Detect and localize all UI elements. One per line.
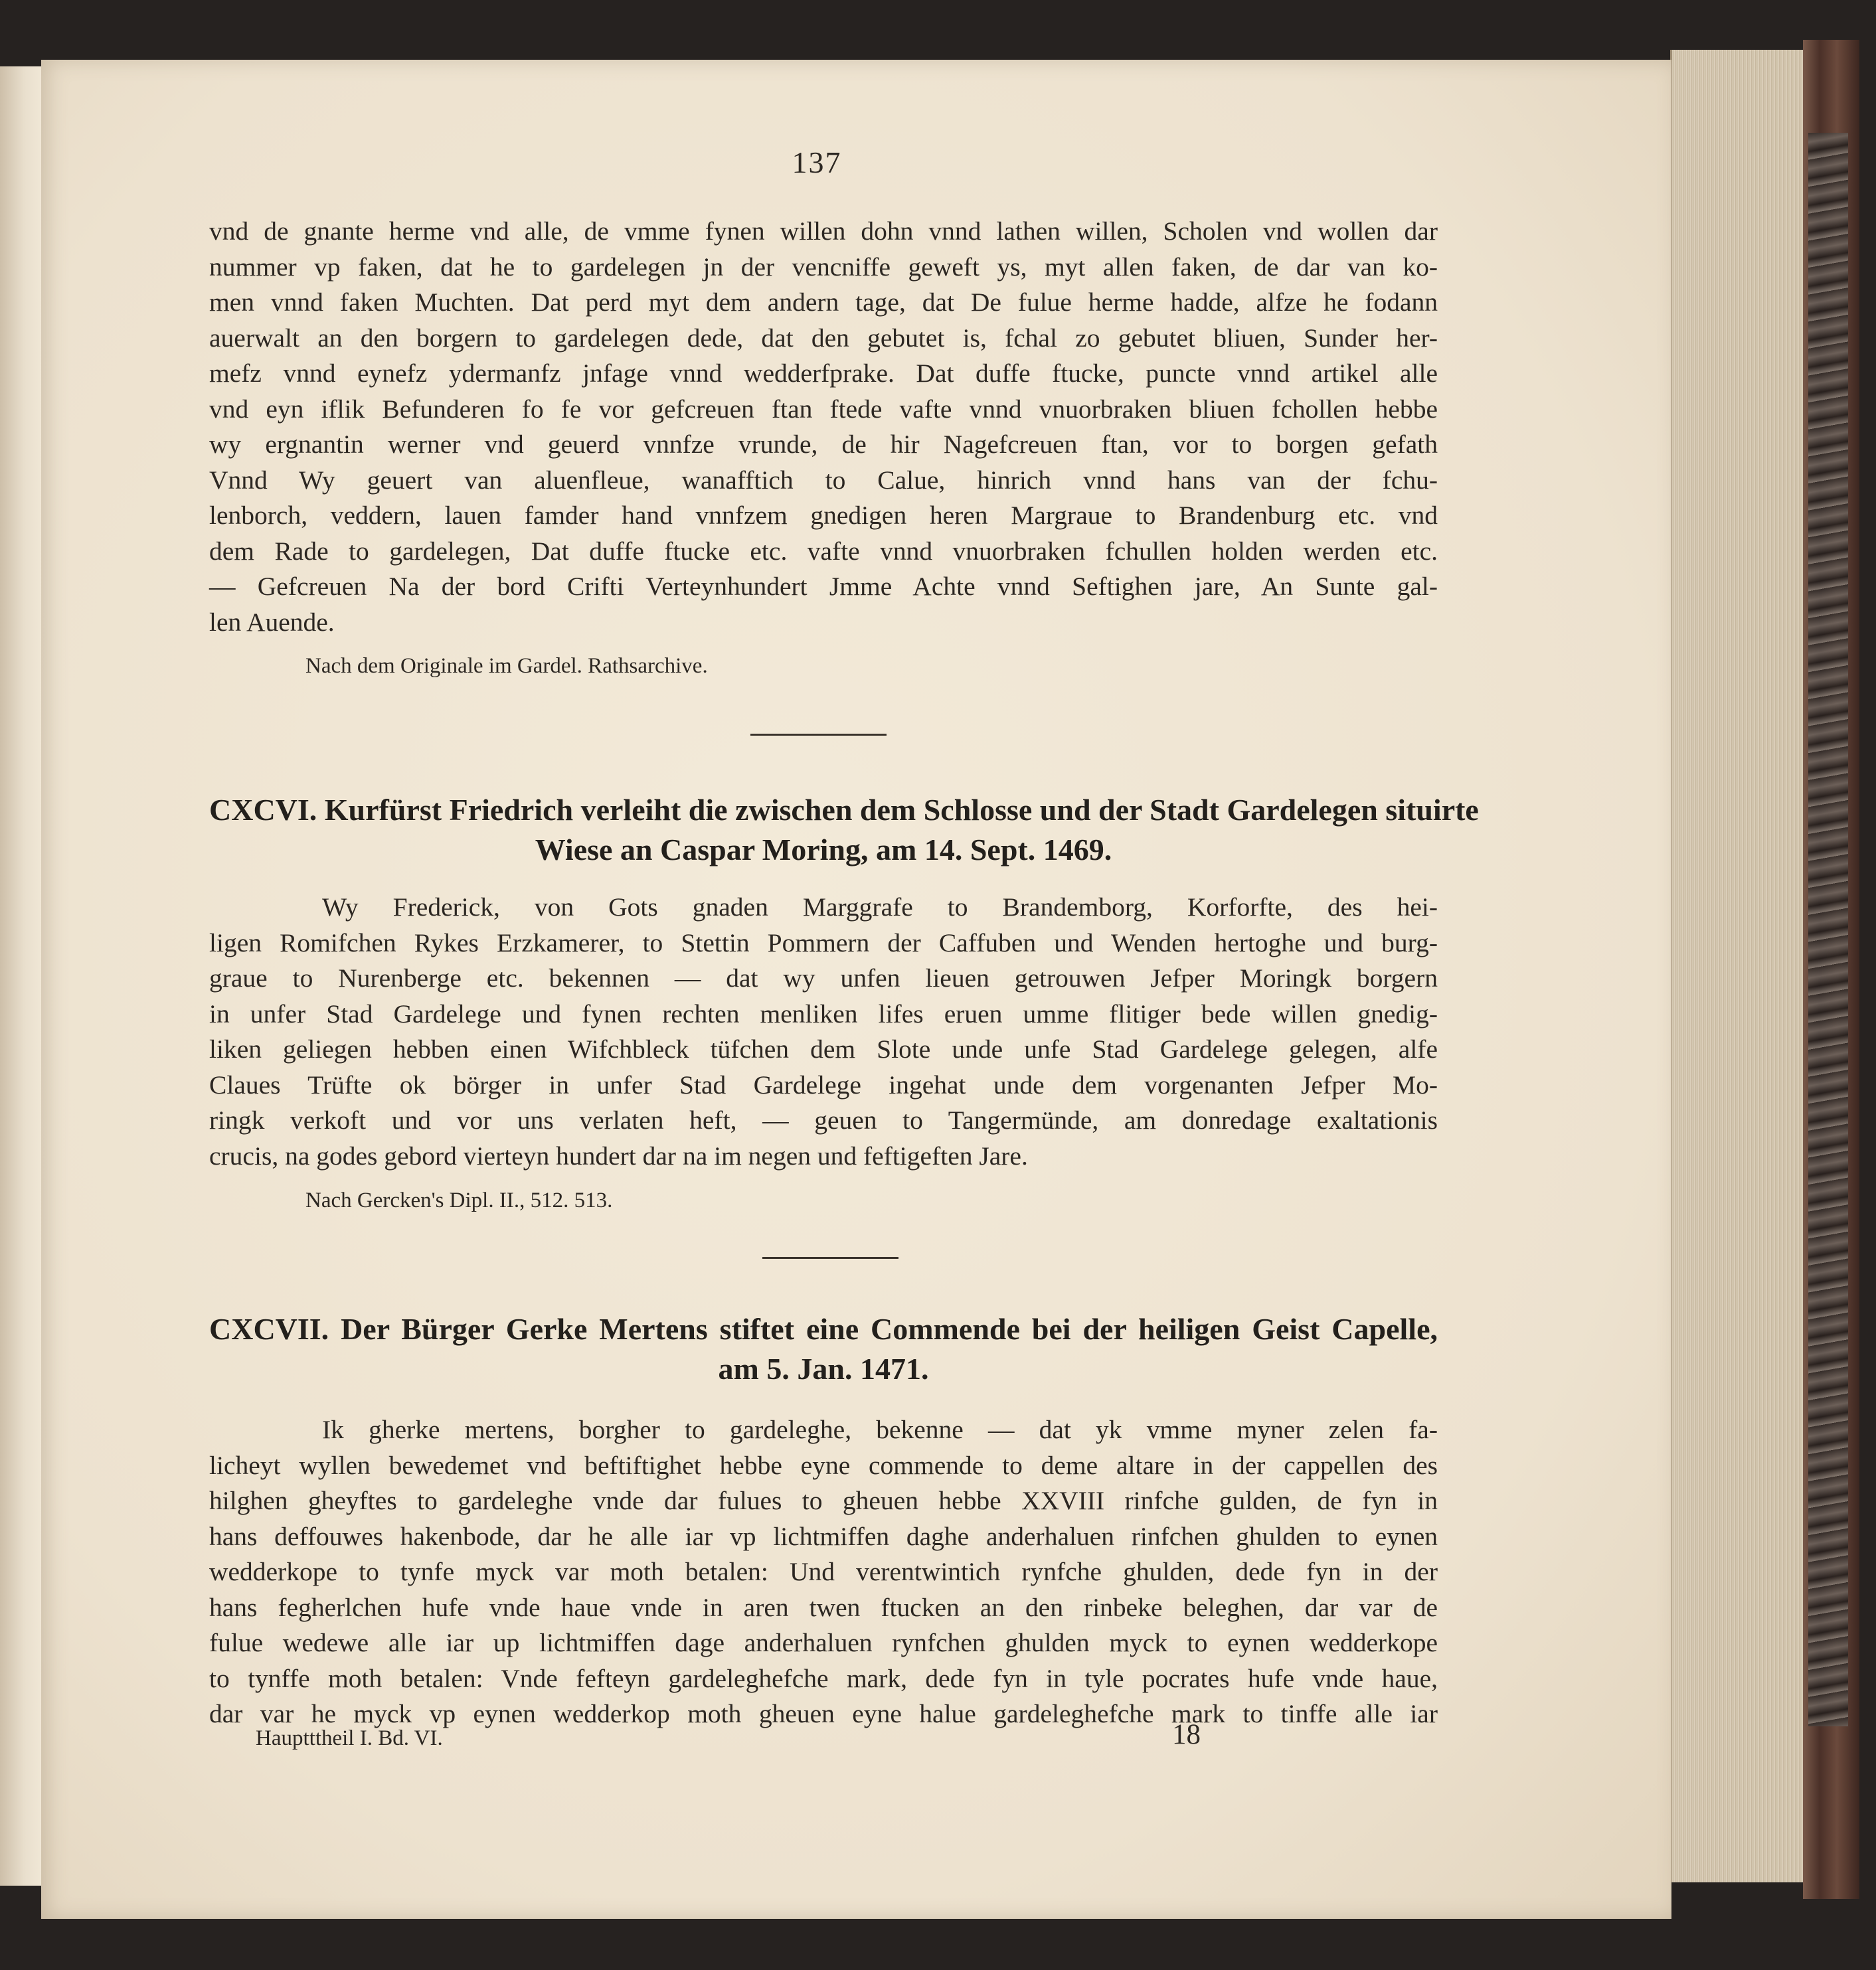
text-line: auerwalt an den borgern to gardelegen dede, dat den gebutet is, fchal zo gebutet bliuen, Sunder her-: [209, 323, 1438, 353]
section-divider: [762, 1257, 898, 1259]
text-line: Claues Trüfte ok börger in unfer Stad Gardelege ingehat unde dem vorgenanten Jefper Mo-: [209, 1070, 1438, 1100]
text-line: vnd de gnante herme vnd alle, de vmme fynen willen dohn vnnd lathen willen, Scholen vnd wollen dar: [209, 216, 1438, 246]
heading-line: Wiese an Caspar Moring, am 14. Sept. 1469.: [535, 833, 1112, 866]
text-line: in unfer Stad Gardelege und fynen rechten menliken lifes eruen umme flitiger bede willen gnedig-: [209, 999, 1438, 1028]
doc-2-text: [209, 890, 1438, 1174]
text-line: licheyt wyllen bewedemet vnd beftiftighet hebbe eyne commende to deme altare in der cappellen des: [209, 1450, 1438, 1480]
text-line: vnd eyn iflik Befunderen fo fe vor gefcreuen ftan ftede vafte vnnd vnuorbraken bliuen fchollen hebbe: [209, 394, 1438, 424]
heading-line: CXCVII. Der Bürger Gerke Mertens stiftet eine Commende bei der heiligen Geist Capelle,: [209, 1312, 1438, 1346]
heading-line: am 5. Jan. 1471.: [718, 1352, 929, 1386]
text-line: ringk verkoft und vor uns verlaten heft, — geuen to Tangermünde, am donredage exaltationis: [209, 1106, 1438, 1135]
text-line: nummer vp faken, dat he to gardelegen jn der vencniffe geweft ys, myt allen faken, de dar van ko-: [209, 252, 1438, 282]
footer-signature: Hauptttheil I. Bd. VI.: [256, 1726, 443, 1750]
text-line: hilghen gheyftes to gardeleghe vnde dar fulues to gheuen hebbe XXVIII rinfche gulden, de fyn in: [209, 1486, 1438, 1515]
text-line: wedderkope to tynfe myck var moth betalen: Und verentwintich rynfche ghulden, dede fyn in der: [209, 1557, 1438, 1586]
text-line: to tynffe moth betalen: Vnde fefteyn gardeleghefche mark, dede fyn in tyle pocrates hufe vnde haue,: [209, 1663, 1438, 1693]
doc-1-source: Nach dem Originale im Gardel. Rathsarchive.: [305, 654, 708, 678]
text-line: ligen Romifchen Rykes Erzkamerer, to Stettin Pommern der Caffuben und Wenden hertoghe und burg-: [209, 928, 1438, 957]
text-line: dar var he myck vp eynen wedderkop moth gheuen eyne halue gardeleghefche mark to tinffe alle iar: [209, 1699, 1438, 1728]
doc-2-source: Nach Gercken's Dipl. II., 512. 513.: [305, 1189, 613, 1212]
text-line: graue to Nurenberge etc. bekennen — dat wy unfen lieuen getrouwen Jefper Moringk borgern: [209, 963, 1438, 993]
doc-3-text: [209, 1412, 1438, 1732]
text-line: wy ergnantin werner vnd geuerd vnnfze vrunde, de hir Nagefcreuen ftan, vor to borgen gefath: [209, 430, 1438, 459]
text-line: hans fegherlchen hufe vnde haue vnde in aren twen ftucken an den rinbeke beleghen, dar var de: [209, 1592, 1438, 1622]
page-number: 137: [792, 145, 842, 179]
text-line: men vnnd faken Muchten. Dat perd myt dem andern tage, dat De fulue herme hadde, alfze he fodann: [209, 287, 1438, 317]
text-line: — Gefcreuen Na der bord Crifti Verteynhundert Jmme Achte vnnd Seftighen jare, An Sunte gal-: [209, 572, 1438, 601]
text-line: Ik gherke mertens, borgher to gardeleghe, bekenne — dat yk vmme myner zelen fa-: [322, 1415, 1438, 1444]
sheet-number: 18: [1172, 1719, 1201, 1750]
page-block-edges: [1670, 50, 1805, 1882]
text-line: hans deffouwes hakenbode, dar he alle iar vp lichtmiffen daghe anderhaluen rinfchen ghulden to eynen: [209, 1521, 1438, 1551]
text-line: dem Rade to gardelegen, Dat duffe ftucke etc. vafte vnnd vnuorbraken fchullen holden werden etc.: [209, 536, 1438, 566]
text-line: Wy Frederick, von Gots gnaden Marggrafe to Brandemborg, Korforfte, des hei-: [322, 892, 1438, 922]
text-line: lenborch, veddern, lauen famder hand vnnfzem gnedigen heren Margraue to Brandenburg etc. vnd: [209, 501, 1438, 530]
cover-marbling: [1808, 133, 1848, 1726]
doc-1-text: [209, 214, 1438, 640]
left-page-edge: [0, 66, 43, 1886]
text-line: Vnnd Wy geuert van aluenfleue, wanafftich to Calue, hinrich vnnd hans van der fchu-: [209, 465, 1438, 495]
doc-3-heading: [209, 1309, 1438, 1389]
text-line: fulue wedewe alle iar up lichtmiffen dage anderhaluen rynfchen ghulden myck to eynen wedderkope: [209, 1628, 1438, 1657]
text-line: liken geliegen hebben einen Wifchbleck tüfchen dem Slote unde unfe Stad Gardelege gelegen, alfe: [209, 1034, 1438, 1064]
text-line: len Auende.: [209, 607, 335, 637]
doc-2-heading: [209, 790, 1479, 870]
section-divider: [750, 734, 887, 736]
text-line: mefz vnnd eynefz ydermanfz jnfage vnnd wedderfprake. Dat duffe ftucke, puncte vnnd artikel alle: [209, 359, 1438, 388]
heading-line: CXCVI. Kurfürst Friedrich verleiht die zwischen dem Schlosse und der Stadt Gardelegen situirte: [209, 793, 1479, 827]
text-line: crucis, na godes gebord vierteyn hundert dar na im negen und feftigeften Jare.: [209, 1141, 1028, 1171]
